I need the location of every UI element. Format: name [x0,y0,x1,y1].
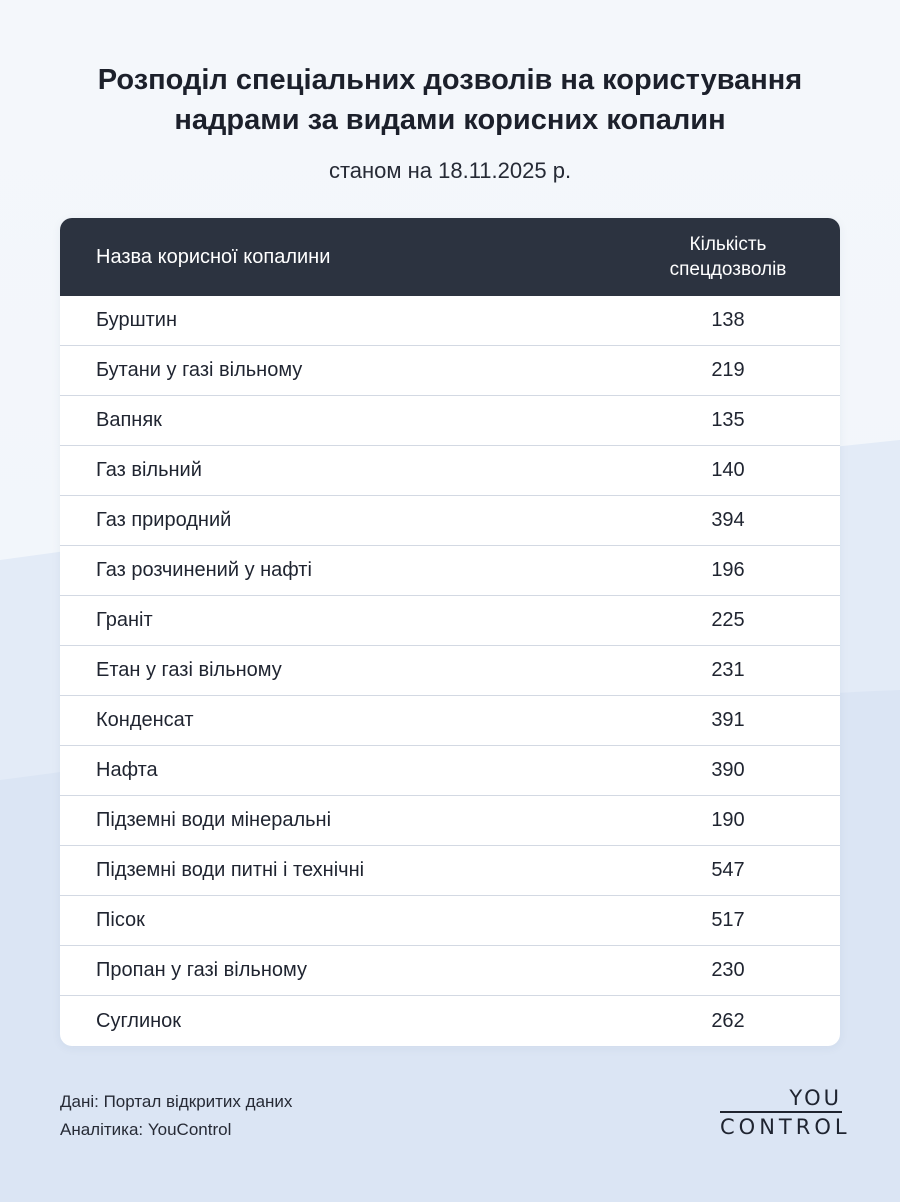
permit-count-cell: 517 [711,909,745,931]
analytics-note: Аналітика: YouControl [60,1120,232,1139]
permits-table [60,218,840,1046]
header-count [616,232,840,282]
permit-count-cell: 135 [711,409,745,431]
mineral-name-cell: Підземні води питні і технічні [96,859,365,881]
mineral-name-cell: Вапняк [96,409,162,431]
permit-count-cell: 391 [711,709,745,731]
permit-count-cell: 225 [711,609,745,631]
mineral-name-cell: Нафта [96,759,158,781]
mineral-name-cell: Суглинок [96,1009,182,1032]
table-row [60,496,840,546]
table-header [60,218,840,296]
table-row [60,646,840,696]
mineral-name-cell: Етан у газі вільному [96,659,282,681]
youcontrol-logo [720,1086,851,1139]
footer [60,1088,292,1144]
mineral-name-cell: Газ природний [96,509,232,531]
mineral-name-cell: Бутани у газі вільному [96,359,303,381]
mineral-name-cell: Підземні води мінеральні [96,809,332,831]
logo-bottom-text: CONTROL [720,1115,851,1139]
table-row [60,946,840,996]
permit-count-cell: 394 [711,509,745,531]
mineral-name-cell: Конденсат [96,709,194,731]
source-note: Дані: Портал відкритих даних [60,1092,293,1111]
permit-count-cell: 547 [711,859,745,881]
permit-count-cell: 140 [711,459,745,481]
table-row [60,746,840,796]
mineral-name-cell: Бурштин [96,309,178,331]
permit-count-cell: 262 [711,1009,745,1032]
permit-count-cell: 230 [711,959,745,981]
table-row [60,396,840,446]
table-row [60,896,840,946]
page-title [40,60,860,140]
table-row [60,796,840,846]
mineral-name-cell: Газ розчинений у нафті [96,559,312,581]
table-row [60,996,840,1046]
header-count-line-2: спецдозволів [669,259,787,280]
table-row [60,846,840,896]
table-row [60,596,840,646]
table-row [60,546,840,596]
title-line-2: надрами за видами корисних копалин [174,104,726,136]
permit-count-cell: 219 [711,359,745,381]
permit-count-cell: 196 [711,559,745,581]
permit-count-cell: 231 [711,659,745,681]
mineral-name-cell: Пісок [96,909,145,931]
page-subtitle: станом на 18.11.2025 р. [328,158,572,183]
permit-count-cell: 138 [711,309,745,331]
title-line-1: Розподіл спеціальних дозволів на користування [97,64,803,96]
table-row [60,346,840,396]
header-count-line-1: Кількість [689,234,767,255]
header [0,60,900,186]
logo-top-text: YOU [789,1086,842,1110]
permit-count-cell: 390 [711,759,745,781]
table-row [60,446,840,496]
table-row [60,696,840,746]
mineral-name-cell: Газ вільний [96,459,202,481]
table-body [60,296,840,1046]
mineral-name-cell: Граніт [96,609,153,631]
logo-divider [720,1111,842,1113]
header-name: Назва корисної копалини [96,245,331,268]
permit-count-cell: 190 [711,809,745,831]
table-row [60,296,840,346]
mineral-name-cell: Пропан у газі вільному [96,959,307,981]
